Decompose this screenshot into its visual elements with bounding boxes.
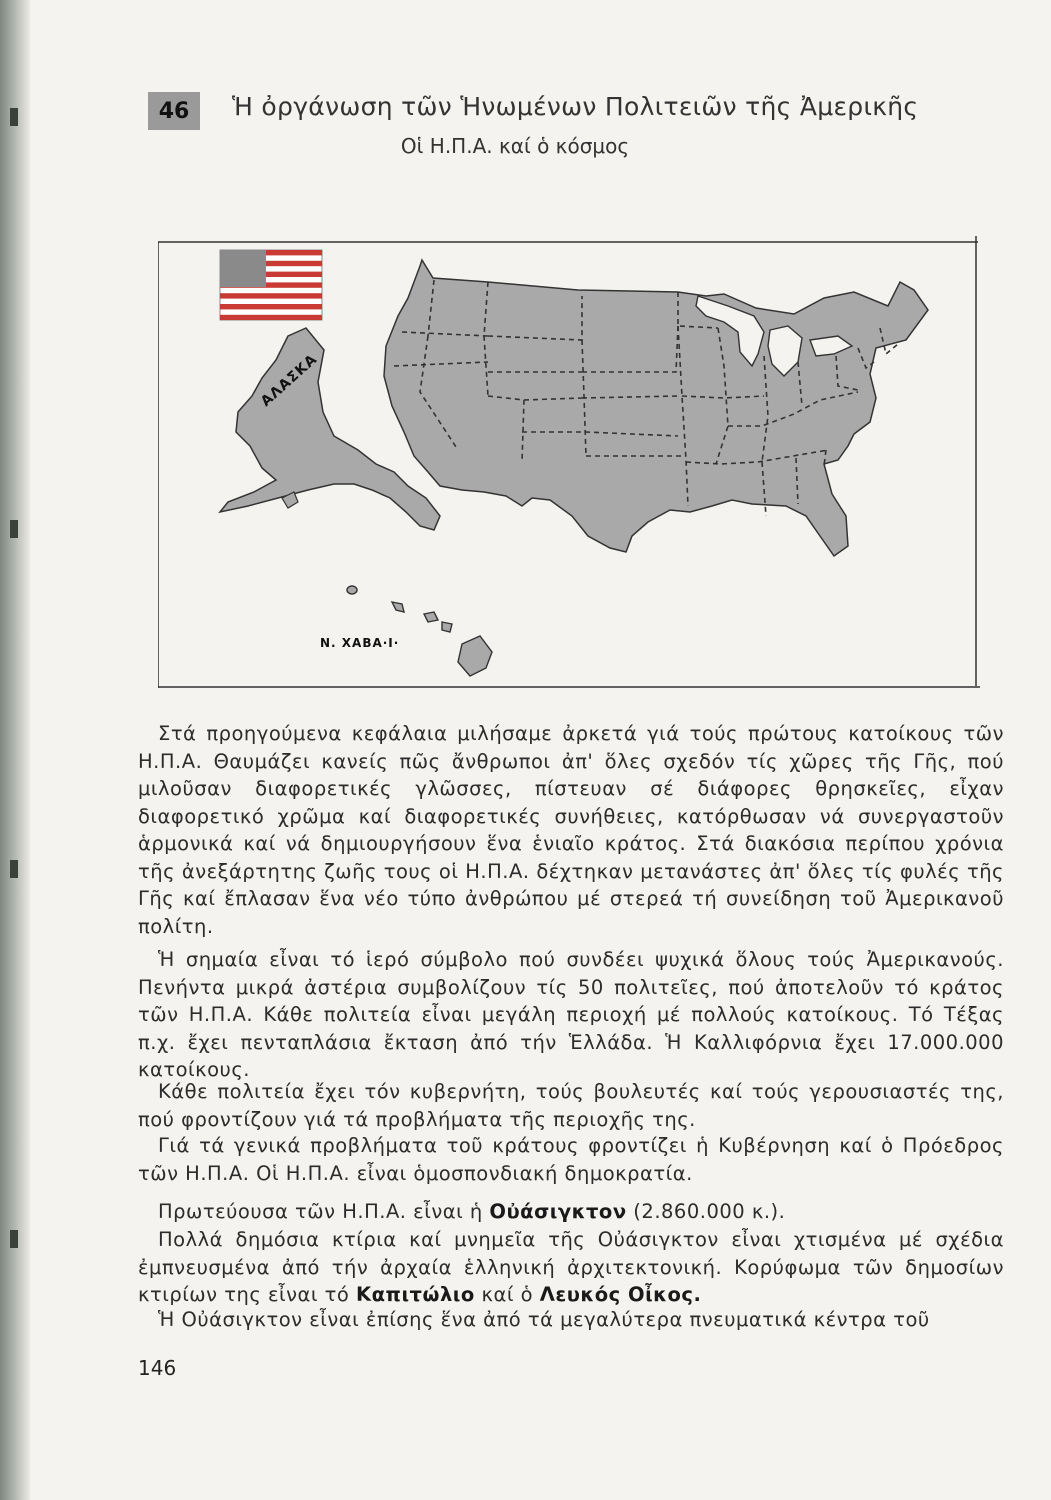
usa-flag-icon [220, 250, 322, 320]
page-number: 146 [138, 1356, 177, 1380]
binding-mark [10, 1230, 18, 1248]
paragraph-capital: Πρωτεύουσα τῶν Η.Π.Α. εἶναι ἡ Οὐάσιγκτον (2.860.000 κ.). [158, 1200, 786, 1223]
usa-mainland-shape [384, 260, 928, 556]
alaska-label: ΑΛΑΣΚΑ [258, 351, 321, 410]
book-binding-edge [0, 0, 30, 1500]
binding-mark [10, 860, 18, 878]
bold-capitol: Καπιτώλιο [356, 1283, 475, 1306]
hawaii-islands [347, 586, 492, 676]
binding-mark [10, 520, 18, 538]
paragraph-intro: Στά προηγούμενα κεφάλαια μιλήσαμε ἀρκετά γιά τούς πρώτους κατοίκους τῶν Η.Π.Α. Θαυμάζει κανείς πῶς ἄνθρωποι ἀπ' ὅλες σχεδόν τίς χῶρες τῆς Γῆς, πού μιλοῦσαν διαφορετικές γλῶσσες, πίστευαν σέ διάφορες θρησκεῖες, εἶχαν διαφορετικό χρῶμα καί διαφορετικές συνήθειες, κατόρθωσαν νά συνεργαστοῦν ἁρμονικά καί νά δημιουργήσουν ἕνα ἑνιαῖο κράτος. Στά διακόσια περίπου χρόνια τῆς ἀνεξάρτητης ζωῆς τους οἱ Η.Π.Α. δέχτηκαν μετανάστες ἀπ' ὅλες τίς φυλές τῆς Γῆς καί ἔπλασαν ἕνα νέο τύπο ἀνθρώπου μέ στερεά τή συνείδηση τοῦ Ἀμερικανοῦ πολίτη. [138, 722, 1004, 938]
hawaii-label: Ν. ΧΑΒΑ·Ι· [320, 636, 400, 650]
bold-washington: Οὐάσιγκτον [489, 1200, 627, 1223]
paragraph-buildings: Πολλά δημόσια κτίρια καί μνημεῖα τῆς Οὐάσιγκτον εἶναι χτισμένα μέ σχέδια ἐμπνευσμένα ἀπό τήν ἀρχαία ἑλληνική ἀρχιτεκτονική. Κορύφωμα τῶν δημοσίων κτιρίων της εἶναι τό Καπιτώλιο καί ὁ Λευκός Οἶκος. [138, 1228, 1004, 1306]
binding-mark [10, 108, 18, 126]
usa-map-svg [158, 236, 982, 688]
paragraph-flag: Ἡ σημαία εἶναι τό ἱερό σύμβολο πού συνδέει ψυχικά ὅλους τούς Ἀμερικανούς. Πενήντα μικρά ἀστέρια συμβολίζουν τίς 50 πολιτεῖες, πού ἀποτελοῦν τό κράτος τῶν Η.Π.Α. Κάθε πολιτεία εἶναι μεγάλη περιοχή μέ πολλούς κατοίκους. Τό Τέξας π.χ. ἔχει πενταπλάσια ἔκταση ἀπό τήν Ἑλλάδα. Ἡ Καλλιφόρνια ἔχει 17.000.000 κατοίκους. [138, 948, 1004, 1081]
bold-white-house: Λευκός Οἶκος. [539, 1283, 702, 1306]
page-subtitle: Οἱ Η.Π.Α. καί ὁ κόσμος [400, 134, 630, 158]
page-title: Ἡ ὀργάνωση τῶν Ἡνωμένων Πολιτειῶν τῆς Ἀμερικῆς [232, 92, 919, 121]
usa-map-figure [158, 236, 982, 688]
chapter-number-badge: 46 [148, 92, 200, 130]
paragraph-federal-government: Γιά τά γενικά προβλήματα τοῦ κράτους φροντίζει ἡ Κυβέρνηση καί ὁ Πρόεδρος τῶν Η.Π.Α. Οἱ Η.Π.Α. εἶναι ὁμοσπονδιακή δημοκρατία. [138, 1134, 1004, 1185]
paragraph-state-government: Κάθε πολιτεία ἔχει τόν κυβερνήτη, τούς βουλευτές καί τούς γερουσιαστές της, πού φροντίζουν γιά τά προβλήματα τῆς περιοχῆς της. [138, 1080, 1004, 1131]
paragraph-cultural-center: Ἡ Οὐάσιγκτον εἶναι ἐπίσης ἕνα ἀπό τά μεγαλύτερα πνευματικά κέντρα τοῦ [158, 1308, 930, 1331]
